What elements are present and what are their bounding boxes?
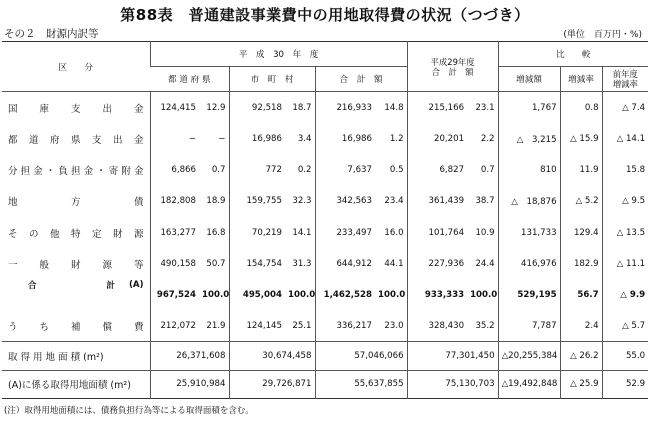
cell-h29-pct: 38.7 (475, 196, 495, 207)
cell-h29: 75,130,703 (407, 370, 498, 398)
header-h29-line2: 合 計 額 (431, 66, 474, 77)
cell-h29-pct: 23.1 (475, 102, 495, 113)
cell-muni-pct: 31.3 (292, 258, 312, 269)
header-prev-rate-line1: 前年度 (612, 69, 638, 80)
financial-table (2, 41, 648, 399)
row-label: 取 得 用 地 面 積 (m²) (2, 342, 150, 370)
cell-total-pct: 0.5 (389, 165, 404, 176)
cell-diff: 131,733 (498, 217, 560, 248)
cell-h29: 328,430 (407, 311, 467, 342)
cell-muni-pct: 3.4 (297, 133, 312, 144)
header-prev-rate-line2: 増減率 (612, 79, 638, 90)
row-label: 国庫支出金 (8, 103, 144, 115)
cell-muni-pct: 25.1 (292, 321, 312, 332)
row-label: 分担金・負担金・寄附金 (8, 166, 144, 178)
cell-total-pct: 23.0 (384, 321, 404, 332)
header-diff: 増減額 (498, 67, 560, 92)
cell-total-pct: 16.0 (384, 227, 404, 238)
cell-prev: △ 9.5 (602, 186, 648, 217)
cell-rate: 0.8 (560, 92, 602, 123)
cell-h29-pct: 24.4 (475, 258, 495, 269)
cell-total-pct: 14.8 (384, 102, 404, 113)
cell-pref: − (150, 123, 199, 154)
cell-prev: 52.9 (602, 370, 648, 398)
cell-muni: 495,004 (229, 279, 285, 310)
cell-h29: 361,439 (407, 186, 467, 217)
cell-rate: 11.9 (560, 154, 602, 185)
cell-prev: △ 13.5 (602, 217, 648, 248)
header-compare: 比 較 (498, 42, 648, 67)
cell-prev: △ 5.7 (602, 311, 648, 342)
table-row (2, 92, 648, 123)
cell-muni: 772 (229, 154, 285, 185)
cell-muni: 29,726,871 (229, 370, 315, 398)
row-label-mark: (A) (128, 280, 144, 291)
cell-h29: 227,936 (407, 248, 467, 279)
cell-h29: 215,166 (407, 92, 467, 123)
cell-h29-pct: 0.7 (480, 165, 495, 176)
cell-total: 55,637,855 (315, 370, 407, 398)
cell-muni-pct: 100.0 (288, 290, 315, 301)
table-row (2, 186, 648, 217)
cell-pref: 124,415 (150, 92, 199, 123)
cell-prev: △ 11.1 (602, 248, 648, 279)
header-muni: 市 町 村 (229, 67, 315, 92)
cell-muni-pct: 18.7 (292, 102, 312, 113)
table-row (2, 279, 648, 310)
cell-muni: 16,986 (229, 123, 285, 154)
cell-pref: 25,910,984 (150, 370, 229, 398)
table-row (2, 248, 648, 279)
header-kubun: 区 分 (2, 42, 150, 92)
footnote: (注）取得用地面積には、債務負担行為等による取得面積を含む。 (4, 406, 254, 416)
cell-diff: 1,767 (498, 92, 560, 123)
header-h29 (407, 42, 498, 92)
cell-muni: 154,754 (229, 248, 285, 279)
cell-pref: 163,277 (150, 217, 199, 248)
cell-h29-pct: 10.9 (475, 227, 495, 238)
cell-total: 1,462,528 (315, 279, 375, 310)
cell-total: 216,933 (315, 92, 375, 123)
cell-diff: 529,195 (498, 279, 560, 310)
cell-muni: 124,145 (229, 311, 285, 342)
cell-total-pct: 1.2 (389, 133, 404, 144)
cell-muni-pct: 32.3 (292, 196, 312, 207)
cell-pref-pct: 21.9 (206, 321, 226, 332)
cell-pref: 182,808 (150, 186, 199, 217)
table-row (2, 311, 648, 342)
cell-h29-pct: 2.2 (480, 133, 495, 144)
cell-rate: △ 15.9 (560, 123, 602, 154)
cell-total: 57,046,066 (315, 342, 407, 370)
cell-total-pct: 23.4 (384, 196, 404, 207)
cell-diff: △20,255,384 (498, 342, 560, 370)
row-label: 一般財源等 (8, 259, 144, 271)
cell-pref-pct: 18.9 (206, 196, 226, 207)
header-row-1 (2, 42, 648, 67)
row-label: (A)に係る取得用地面積 (m²) (2, 370, 150, 398)
row-label: その他特定財源 (8, 228, 144, 240)
header-h30: 平 成 30 年 度 (150, 42, 407, 67)
row-label: 地方債 (8, 197, 144, 209)
cell-h29-pct: 100.0 (470, 290, 498, 301)
cell-pref-pct: 12.9 (206, 102, 226, 113)
cell-prev: 15.8 (602, 154, 648, 185)
row-label: うち補償費 (8, 322, 144, 334)
table-row (2, 123, 648, 154)
cell-rate: △ 26.2 (560, 342, 602, 370)
cell-h29: 6,827 (407, 154, 467, 185)
unit-label: (単位 百万円・%) (563, 30, 642, 40)
cell-pref: 6,866 (150, 154, 199, 185)
cell-total-pct: 44.1 (384, 258, 404, 269)
cell-pref-pct: 16.8 (206, 227, 226, 238)
cell-rate: 2.4 (560, 311, 602, 342)
cell-prev: △ 9.9 (602, 279, 648, 310)
cell-total: 7,637 (315, 154, 375, 185)
cell-h29: 101,764 (407, 217, 467, 248)
header-prev-rate (602, 67, 648, 92)
header-h29-line1: 平成29年度 (430, 56, 475, 67)
area-row (2, 370, 648, 398)
cell-muni: 30,674,458 (229, 342, 315, 370)
cell-muni-pct: 0.2 (297, 165, 312, 176)
cell-rate: △ 25.9 (560, 370, 602, 398)
row-label (2, 279, 150, 291)
cell-pref: 212,072 (150, 311, 199, 342)
cell-total: 233,497 (315, 217, 375, 248)
table-row (2, 217, 648, 248)
cell-rate: 129.4 (560, 217, 602, 248)
cell-diff: △ 18,876 (498, 186, 560, 217)
cell-h29: 933,333 (407, 279, 467, 310)
cell-pref-pct: 50.7 (206, 258, 226, 269)
cell-h29-pct: 35.2 (475, 321, 495, 332)
cell-pref-pct: − (218, 133, 226, 144)
cell-diff: △19,492,848 (498, 370, 560, 398)
table-row (2, 154, 648, 185)
cell-muni-pct: 14.1 (292, 227, 312, 238)
cell-pref: 490,158 (150, 248, 199, 279)
cell-pref: 26,371,608 (150, 342, 229, 370)
cell-rate: △ 5.2 (560, 186, 602, 217)
table-subtitle: その２ 財源内訳等 (4, 28, 99, 40)
cell-prev: △ 14.1 (602, 123, 648, 154)
cell-total: 16,986 (315, 123, 375, 154)
page-title: 第88表 普通建設事業費中の用地取得費の状況（つづき） (120, 6, 530, 24)
cell-prev: △ 7.4 (602, 92, 648, 123)
header-total: 合 計 額 (315, 67, 407, 92)
cell-muni: 159,755 (229, 186, 285, 217)
area-row (2, 342, 648, 370)
header-pref: 都 道 府 県 (150, 67, 229, 92)
cell-rate: 182.9 (560, 248, 602, 279)
row-label-text: 合 計 (28, 281, 115, 292)
cell-pref-pct: 100.0 (202, 290, 229, 301)
cell-muni: 92,518 (229, 92, 285, 123)
cell-prev: 55.0 (602, 342, 648, 370)
cell-diff: △ 3,215 (498, 123, 560, 154)
cell-pref: 967,524 (150, 279, 199, 310)
cell-total: 336,217 (315, 311, 375, 342)
header-rate: 増減率 (560, 67, 602, 92)
row-label: 都道府県支出金 (8, 134, 144, 146)
cell-total: 644,912 (315, 248, 375, 279)
cell-h29: 20,201 (407, 123, 467, 154)
cell-diff: 7,787 (498, 311, 560, 342)
cell-diff: 810 (498, 154, 560, 185)
cell-muni: 70,219 (229, 217, 285, 248)
cell-total-pct: 100.0 (378, 290, 406, 301)
cell-pref-pct: 0.7 (211, 165, 226, 176)
cell-rate: 56.7 (560, 279, 602, 310)
cell-total: 342,563 (315, 186, 375, 217)
cell-diff: 416,976 (498, 248, 560, 279)
cell-h29: 77,301,450 (407, 342, 498, 370)
